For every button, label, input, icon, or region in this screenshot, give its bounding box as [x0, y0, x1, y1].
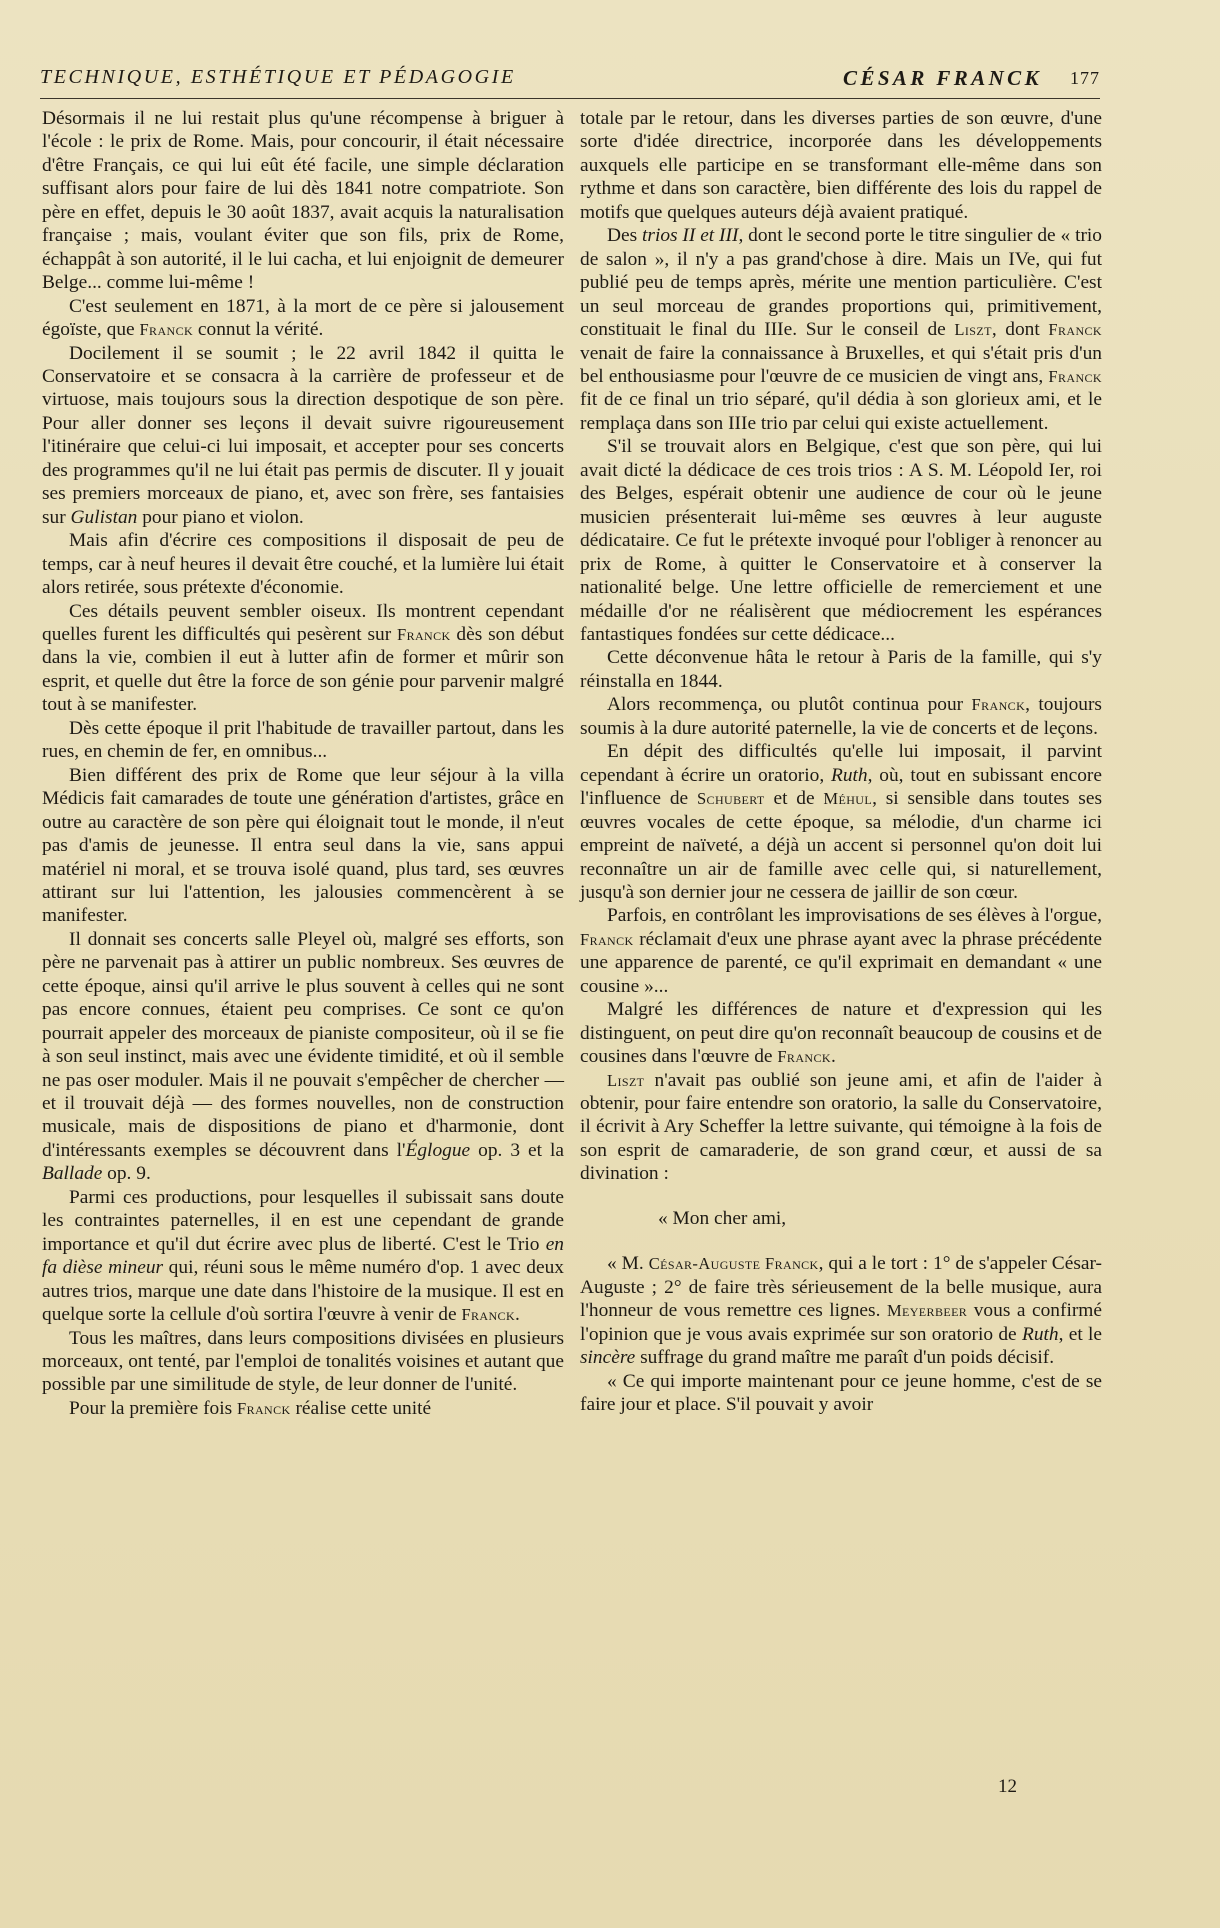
small-caps-name: Franck: [139, 320, 194, 340]
small-caps-name: Liszt: [607, 1070, 645, 1090]
paragraph: Des trios II et III, dont le second porte le titre singulier de « trio de salon », il n'y a pas grand'chose à dire. Mais un IVe, qui fut publié peu de temps après, mérite une mention particulière. C'est un seul morceau de grandes proportions qui, primitivement, constituait le final du IIIe. Sur le conseil de Liszt, dont Franck venait de faire la connaissance à Bruxelles, et qui s'était pris d'un bel enthousiasme pour l'œuvre de ce musicien de vingt ans, Franck fit de ce final un trio séparé, qu'il dédia à son glorieux ami, et le remplaça dans son IIIe trio par celui qui existe actuellement.: [580, 225, 1102, 434]
trio-title: Trio: [506, 1233, 540, 1255]
italic-title: Gulistan: [70, 506, 138, 528]
paragraph: C'est seulement en 1871, à la mort de ce père si jalousement égoïste, que Franck connut la vérité.: [42, 295, 564, 341]
small-caps-name: Schubert: [696, 789, 765, 809]
small-caps-name: Franck: [1048, 320, 1102, 340]
italic-title: Églogue: [405, 1139, 471, 1161]
small-caps-name: Méhul: [823, 789, 873, 809]
italic-key: en fa dièse mineur: [42, 1233, 564, 1279]
header-right-title: CÉSAR FRANCK: [843, 66, 1042, 90]
signature-folio: 12: [998, 1776, 1017, 1797]
paragraph: Alors recommença, ou plutôt continua pour Franck, toujours soumis à la dure autorité paternelle, la vie de concerts et de leçons.: [580, 694, 1102, 739]
paragraph: S'il se trouvait alors en Belgique, c'est que son père, qui lui avait dicté la dédicace de ces trois trios : A S. M. Léopold Ier, roi des Belges, espérait obtenir une audience de cour où le jeune musicien présenterait lui-même ses œuvres à leur auguste dédicataire. Ce fut le prétexte invoqué pour l'obliger à renoncer au prix de Rome, à quitter le Conservatoire et à conserver la nationalité belge. Une lettre officielle de remerciement et une médaille d'or ne réalisèrent que médiocrement les espérances fantastiques fondées sur cette dédicace...: [580, 436, 1102, 645]
italic-word: sincère: [580, 1347, 636, 1369]
right-column: [580, 107, 1102, 1416]
paragraph: Docilement il se soumit ; le 22 avril 1842 il quitta le Conservatoire et se consacra à la carrière de professeur et de virtuose, mais toujours sous la direction despotique de son père. Pour aller donner ses leçons il devait suivre rigoureusement l'itinéraire que celui-ci lui imposait, et accepter pour ses concerts des programmes qu'il ne lui était pas permis de discuter. Il y jouait ses premiers morceaux de piano, et, avec son frère, ses fantaisies sur Gulistan pour piano et violon.: [42, 342, 564, 528]
page-number: 177: [1070, 68, 1100, 88]
paragraph: Dès cette époque il prit l'habitude de travailler partout, dans les rues, en chemin de fer, en omnibus...: [42, 717, 564, 763]
small-caps-name: Liszt: [954, 320, 992, 340]
paragraph: Parmi ces productions, pour lesquelles il subissait sans doute les contraintes paternelles, il en est une cependant de grande importance et qu'il dut écrire avec plus de liberté. C'est le Trio en fa dièse mineur qui, réuni sous le même numéro d'op. 1 avec deux autres trios, marque une date dans l'histoire de la musique. Il est en quelque sorte la cellule d'où sortira l'œuvre à venir de Franck.: [42, 1186, 564, 1326]
small-caps-name: Franck: [461, 1305, 516, 1325]
paragraph: Il donnait ses concerts salle Pleyel où, malgré ses efforts, son père ne parvenait pas à attirer un public nombreux. Ses œuvres de cette époque, ainsi qu'il arrive le plus souvent à celles qui ne sont pas encore connues, étaient peu comprises. Ce sont ce qu'on pourrait appeler des morceaux de pianiste compositeur, où il se fie à son seul instinct, mais avec une évidente timidité, et où il semble ne pas oser moduler. Mais il ne pouvait s'empêcher de chercher — et il trouvait déjà — des formes nouvelles, non de construction musicale, mais de dispositions de piano et d'harmonie, dont d'intéressants exemples se découvrent dans l'Églogue op. 3 et la Ballade op. 9.: [42, 928, 564, 1185]
letter-salutation: « Mon cher ami,: [658, 1207, 787, 1229]
small-caps-name: Franck: [777, 1047, 831, 1067]
paragraph: Liszt n'avait pas oublié son jeune ami, et afin de l'aider à obtenir, pour faire entendre son oratorio, la salle du Conservatoire, il écrivit à Ary Scheffer la lettre suivante, qui témoigne à la fois de son esprit de camaraderie, de son grand cœur, et aussi de sa divination :: [580, 1069, 1102, 1185]
left-column: [42, 107, 564, 1420]
paragraph: Malgré les différences de nature et d'expression qui les distinguent, on peut dire qu'on reconnaît beaucoup de cousins et de cousines dans l'œuvre de Franck.: [580, 999, 1102, 1068]
paragraph: Désormais il ne lui restait plus qu'une récompense à briguer à l'école : le prix de Rome. Mais, pour concourir, il était nécessaire d'être Français, ce qui lui eût été facile, une simple déclaration suffisant alors pour faire de lui dès 1841 notre compatriote. Son père en effet, depuis le 30 août 1837, avait acquis la naturalisation française ; mais, voulant éviter que son fils, prix de Rome, échappât à son autorité, il le lui cacha, et lui enjoignit de demeurer Belge... comme lui-même !: [42, 108, 564, 294]
paragraph: totale par le retour, dans les diverses parties de son œuvre, d'une sorte d'idée directrice, incorporée dans les développements auxquels elle participe en se transformant elle-même dans son rythme et dans son caractère, bien différente des lois du rappel de motifs que quelques auteurs déjà avaient pratiqué.: [580, 108, 1102, 223]
italic-title: Ballade: [42, 1163, 103, 1185]
letter-paragraph: « M. César-Auguste Franck, qui a le tort : 1° de s'appeler César-Auguste ; 2° de faire très sérieusement de la belle musique, aura l'honneur de vous remettre ces lignes. Meyerbeer vous a confirmé l'opinion que je vous avais exprimée sur son oratorio de Ruth, et le sincère suffrage du grand maître me paraît d'un poids décisif.: [580, 1253, 1103, 1369]
paragraph: Pour la première fois Franck réalise cette unité: [69, 1397, 432, 1419]
italic-title: Ruth: [1021, 1323, 1059, 1345]
small-caps-name: Franck: [397, 624, 451, 644]
small-caps-name: Franck: [237, 1398, 291, 1418]
small-caps-name: Franck: [1048, 366, 1102, 386]
paragraph: Mais afin d'écrire ces compositions il disposait de peu de temps, car à neuf heures il devait être couché, et la lumière lui était alors retirée, sous prétexte d'économie.: [42, 530, 564, 599]
small-caps-name: Meyerbeer: [886, 1301, 968, 1321]
header-left-title: TECHNIQUE, ESTHÉTIQUE ET PÉDAGOGIE: [40, 66, 516, 88]
small-caps-name: Franck: [580, 929, 634, 949]
running-header: [40, 64, 1100, 94]
paragraph: Ces détails peuvent sembler oiseux. Ils montrent cependant quelles furent les difficultés qui pesèrent sur Franck dès son début dans la vie, combien il eut à lutter afin de former et mûrir son esprit, et quelle dut être la force de son génie pour parvenir malgré tout à se manifester.: [42, 600, 564, 716]
header-rule: [40, 98, 1100, 99]
paragraph: Tous les maîtres, dans leurs compositions divisées en plusieurs morceaux, ont tenté, par l'emploi de tonalités voisines et autant que possible par une similitude de style, de leur donner de l'unité.: [42, 1327, 564, 1396]
small-caps-name: Franck: [971, 695, 1026, 715]
paragraph: Bien différent des prix de Rome que leur séjour à la villa Médicis fait camarades de toute une génération d'artistes, grâce en outre au caractère de son père qui éloignait tout le monde, il n'eut pas d'amis de jeunesse. Il entra seul dans la vie, sans appui matériel ni moral, et se trouva isolé quand, plus tard, ses œuvres attirant sur lui l'attention, les jalousies commencèrent à se manifester.: [42, 764, 564, 927]
italic-title: Ruth: [831, 764, 868, 786]
letter-paragraph: « Ce qui importe maintenant pour ce jeune homme, c'est de se faire jour et place. S'il pouvait y avoir: [580, 1370, 1102, 1416]
paragraph: Parfois, en contrôlant les improvisations de ses élèves à l'orgue, Franck réclamait d'eux une phrase ayant avec la phrase précédente une apparence de parenté, ce qu'il exprimait en demandant « une cousine »...: [580, 905, 1102, 997]
paragraph: En dépit des difficultés qu'elle lui imposait, il parvint cependant à écrire un oratorio, Ruth, où, tout en subissant encore l'influence de Schubert et de Méhul, si sensible dans toutes ses œuvres vocales de cette époque, sa mélodie, d'un charme ici empreint de naïveté, a déjà un accent si personnel qu'on doit lui reconnaître un air de famille avec celle qui, si naturellement, jusqu'à son dernier jour ne cessera de jaillir de son cœur.: [580, 741, 1102, 903]
paragraph: Cette déconvenue hâta le retour à Paris de la famille, qui s'y réinstalla en 1844.: [580, 647, 1102, 692]
small-caps-name: César-Auguste Franck: [648, 1254, 819, 1274]
italic-title: trios II et III: [642, 225, 739, 247]
